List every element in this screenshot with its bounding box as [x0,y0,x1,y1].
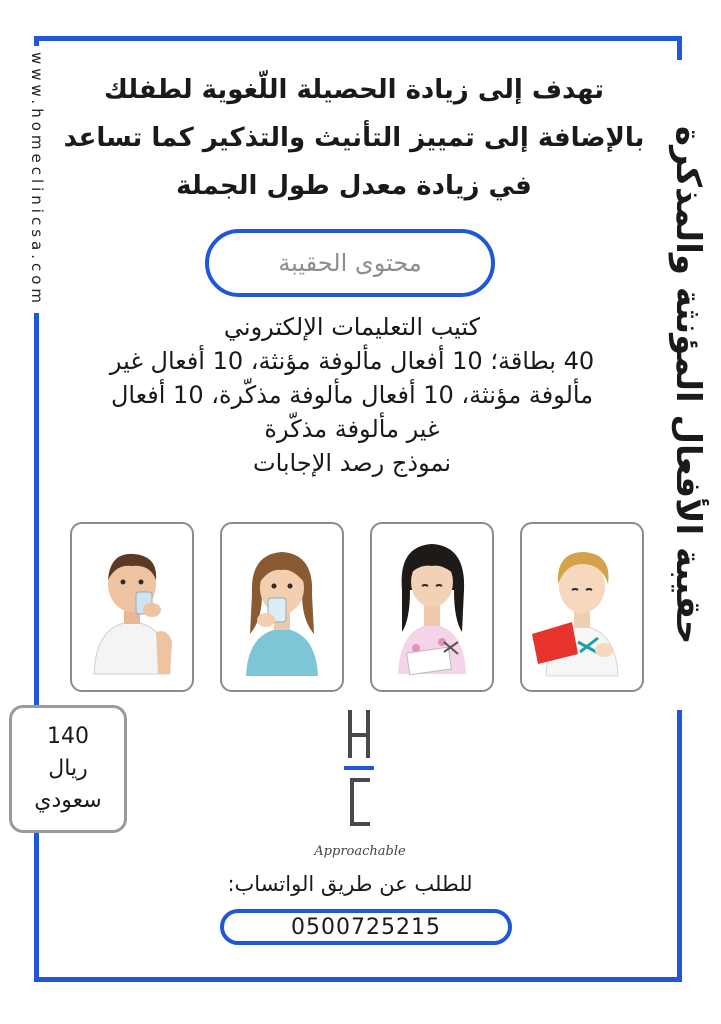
brand-logo [300,706,420,866]
photo-row [70,522,646,694]
logo-tagline: Approachable [314,844,406,859]
boy-cutting-paper-photo [522,524,642,690]
photo-card [70,522,194,692]
phone-number[interactable]: 0500725215 [220,909,512,945]
contents-line: كتيب التعليمات الإلكتروني [223,313,481,341]
price-amount: 140 [47,724,89,749]
contents-line: غير مألوفة مذكّرة [264,415,440,443]
price-currency: سعودي [34,788,102,813]
order-label: للطلب عن طريق الواتساب: [227,872,473,896]
intro-line: تهدف إلى زيادة الحصيلة اللّغوية لطفلك [103,75,605,105]
boy-drinking-water-photo [72,524,192,690]
intro-line: بالإضافة إلى تمييز التأنيث والتذكير كما تساعد [63,123,645,153]
intro-line: في زيادة معدل طول الجملة [176,171,532,201]
price-badge [9,705,127,833]
girl-drinking-water-photo [222,524,342,690]
brand-logo-icon [300,706,420,842]
contents-list [62,310,642,480]
intro-text [60,66,648,210]
product-title: حقيبة الأفعال المؤنثة والمذكرة [668,125,708,645]
photo-card [370,522,494,692]
contents-line: نموذج رصد الإجابات [252,449,452,477]
photo-card [520,522,644,692]
photo-card [220,522,344,692]
contents-line: 40 بطاقة؛ 10 أفعال مألوفة مؤنثة، 10 أفعال غير [109,347,595,375]
product-title-container [664,60,712,710]
contents-line: مألوفة مؤنثة، 10 أفعال مألوفة مذكّرة، 10 أفعال [110,381,594,409]
website-url: www.homeclinicsa.com [28,46,46,313]
girl-cutting-paper-photo [372,524,492,690]
price-currency: ريال [48,756,88,781]
contents-heading-pill: محتوى الحقيبة [205,229,495,297]
